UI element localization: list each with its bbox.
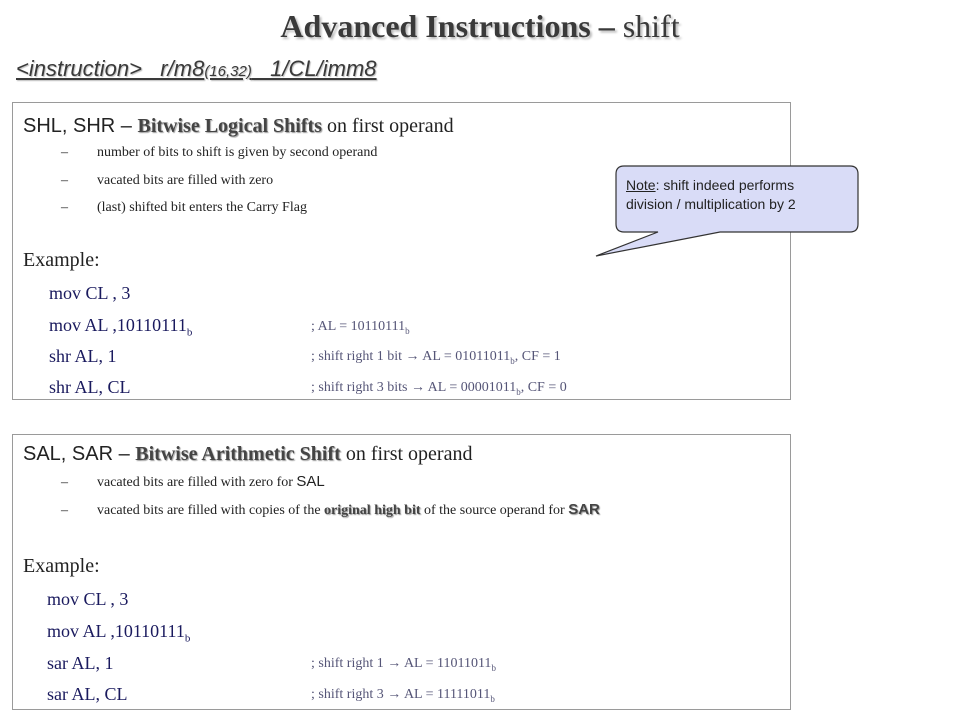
heading-rest: on first operand: [321, 115, 454, 137]
heading-rest: on first operand: [340, 443, 473, 465]
heading-emphasis: Bitwise Arithmetic Shift: [135, 443, 341, 465]
bullet-item: – (last) shifted bit enters the Carry Flag: [61, 200, 307, 215]
code-line: mov CL , 3: [47, 589, 129, 609]
code-line: mov CL , 3: [49, 283, 131, 303]
heading-emphasis: Bitwise Logical Shifts: [137, 115, 322, 137]
note-label: Note: [626, 177, 656, 193]
code-line: mov AL $,10110111_b$: [47, 621, 191, 645]
note-text: Note: shift indeed performs division / multiplication by 2: [626, 177, 796, 212]
arithmetic-shift-panel: [12, 434, 791, 710]
code-comment: ; AL = $10110111_b$: [311, 319, 410, 336]
bullet-item: – number of bits to shift is given by second operand: [61, 145, 378, 160]
bullet-item: – vacated bits are filled with zero: [61, 173, 274, 188]
heading-keywords: SHL, SHR –: [23, 115, 138, 137]
example-label: Example:: [23, 555, 100, 577]
code-comment: ; shift right 3 bits → AL = $00001011_b$, CF = 0: [311, 380, 567, 397]
example-label: Example:: [23, 249, 100, 271]
syntax-rest: 1/CL/imm8: [251, 56, 377, 81]
heading-keywords: SAL, SAR –: [23, 443, 136, 465]
code-line: mov AL $,10110111_b$: [49, 315, 193, 339]
syntax-main: <instruction> r/m8: [16, 56, 205, 81]
code-comment: ; shift right 3 → AL = $11111011_b$: [311, 687, 495, 704]
code-line: sar AL, CL: [47, 684, 128, 704]
title-bold-part: Advanced Instructions –: [280, 8, 615, 44]
arithmetic-shift-heading: [23, 443, 472, 466]
code-comment: ; shift right 1 bit → AL = $01011011_b$, CF = 1: [311, 349, 561, 366]
code-line: shr AL, CL: [49, 377, 131, 397]
code-comment: ; shift right 1 → AL = $11011011_b$: [311, 656, 496, 673]
bullet-item: – vacated bits are filled with copies of the original high bit of the source operand for SAR: [61, 501, 600, 518]
logical-shift-heading: [23, 115, 454, 138]
code-line: sar AL, 1: [47, 653, 114, 673]
title-normal-part: shift: [614, 8, 680, 44]
code-line: shr AL, 1: [49, 346, 117, 366]
slide-title: [0, 8, 960, 45]
bullet-item: – vacated bits are filled with zero for SAL: [61, 473, 325, 490]
instruction-syntax: [16, 56, 377, 82]
syntax-size-note: (16,32): [204, 63, 252, 80]
